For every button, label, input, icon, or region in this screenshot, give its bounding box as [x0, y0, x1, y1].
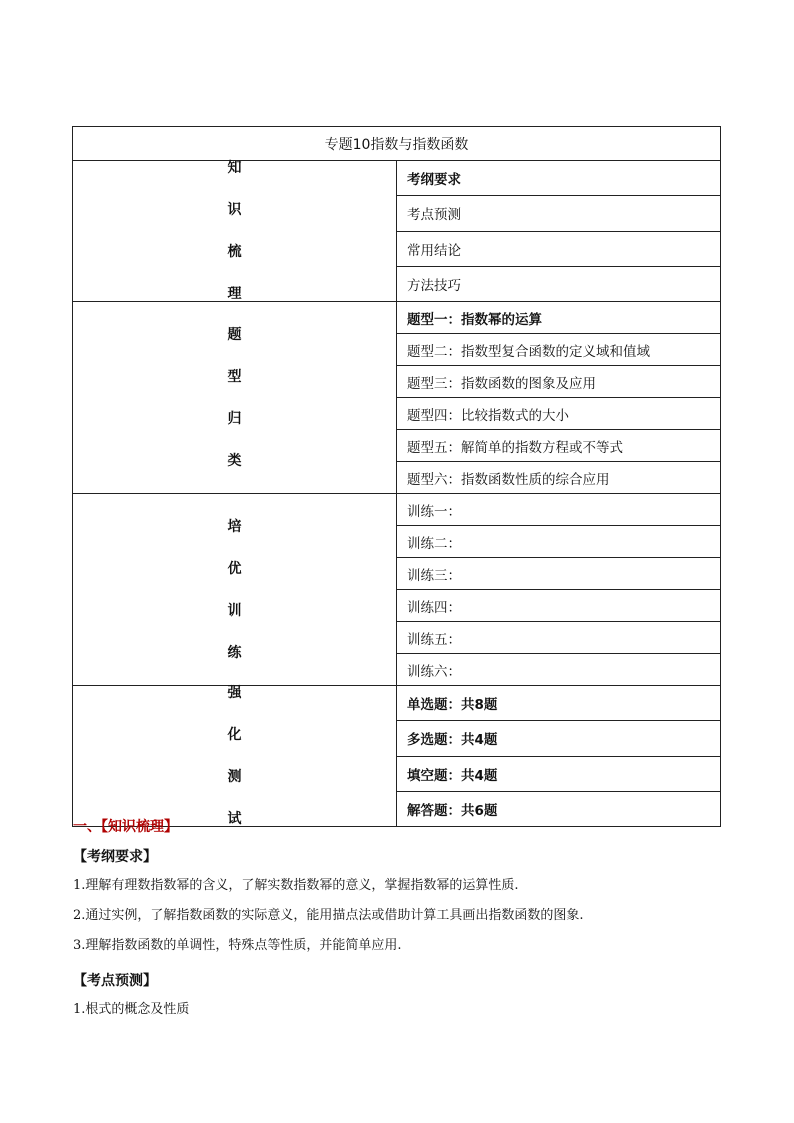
title-row [73, 127, 721, 161]
outline-item: 考点预测 [397, 196, 721, 231]
kaodian-line: 1.根式的概念及性质 [73, 1002, 190, 1017]
kaodian-heading: 【考点预测】 [73, 973, 157, 989]
outline-item: 训练二： [397, 526, 721, 558]
outline-item: 解答题：共6题 [397, 791, 721, 826]
outline-item: 训练五： [397, 622, 721, 654]
outline-item: 训练一： [397, 494, 721, 526]
category-training: 培 优 训 练 [73, 494, 397, 686]
outline-table [72, 126, 721, 827]
outline-item: 题型五：解简单的指数方程或不等式 [397, 430, 721, 462]
section-heading: 一、【知识梳理】 [73, 819, 178, 835]
outline-item: 题型一：指数幂的运算 [397, 302, 721, 334]
outline-item: 训练三： [397, 558, 721, 590]
outline-item: 训练六： [397, 654, 721, 686]
kaogang-line: 2.通过实例，了解指数函数的实际意义，能用描点法或借助计算工具画出指数函数的图象. [73, 908, 584, 923]
table-title: 专题10指数与指数函数 [73, 127, 721, 161]
outline-item: 常用结论 [397, 231, 721, 266]
category-question-types: 题 型 归 类 [73, 302, 397, 494]
kaogang-line: 1.理解有理数指数幂的含义，了解实数指数幂的意义，掌握指数幂的运算性质. [73, 878, 519, 893]
outline-item: 题型二：指数型复合函数的定义域和值域 [397, 334, 721, 366]
outline-item: 题型六：指数函数性质的综合应用 [397, 462, 721, 494]
outline-item: 填空题：共4题 [397, 756, 721, 791]
outline-item: 题型四：比较指数式的大小 [397, 398, 721, 430]
kaogang-line: 3.理解指数函数的单调性，特殊点等性质，并能简单应用. [73, 938, 402, 953]
outline-item: 训练四： [397, 590, 721, 622]
outline-item: 题型三：指数函数的图象及应用 [397, 366, 721, 398]
category-tests: 强 化 测 试 [73, 686, 397, 827]
category-knowledge: 知 识 梳 理 [73, 161, 397, 302]
outline-item: 考纲要求 [397, 161, 721, 196]
outline-item: 单选题：共8题 [397, 686, 721, 721]
outline-item: 多选题：共4题 [397, 721, 721, 756]
outline-item: 方法技巧 [397, 266, 721, 301]
kaogang-heading: 【考纲要求】 [73, 849, 157, 865]
